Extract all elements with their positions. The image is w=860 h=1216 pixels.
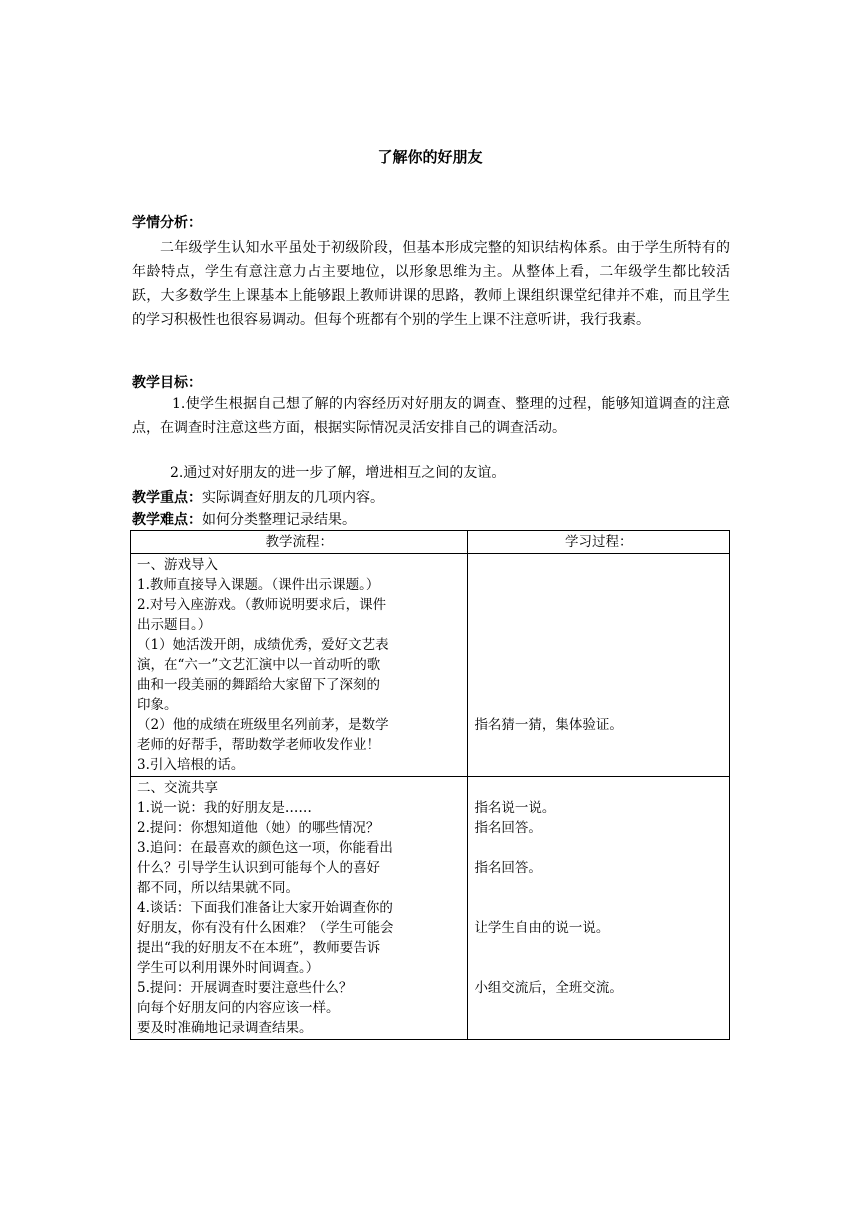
key-point — [132, 487, 384, 507]
key-point-label: 教学重点： — [132, 490, 202, 506]
section1-line: 曲和一段美丽的舞蹈给大家留下了深刻的 — [137, 677, 380, 693]
section1-line: （1）她活泼开朗，成绩优秀，爱好文艺表 — [137, 637, 389, 653]
table-row — [131, 554, 730, 777]
lesson-flow-table — [130, 530, 730, 1040]
section2-line: 要及时准确地记录调查结果。 — [137, 1020, 313, 1036]
section2-line: 都不同，所以结果就不同。 — [137, 880, 299, 896]
section2-line: 2.提问：你想知道他（她）的哪些情况？ — [137, 820, 380, 836]
section2-line: 好朋友，你有没有什么困难？（学生可能会 — [137, 920, 394, 936]
section2-line: 向每个好朋友问的内容应该一样。 — [137, 1000, 340, 1016]
section2-flow-cell — [131, 777, 468, 1040]
analysis-heading: 学情分析： — [132, 215, 202, 231]
section2-line: 4.谈话：下面我们准备让大家开始调查你的 — [137, 900, 393, 916]
section2-line: 什么？引导学生认识到可能每个人的喜好 — [137, 860, 380, 876]
section2-line: 学生可以利用课外时间调查。） — [137, 960, 320, 976]
analysis-paragraph: 二年级学生认知水平虽处于初级阶段，但基本形成完整的知识结构体系。由于学生所特有的年龄特点，学生有意注意力占主要地位，以形象思维为主。从整体上看，二年级学生都比较活跃，大多数学生上课基本上能够跟上教师讲课的思路，教师上课组织课堂纪律并不难，而且学生的学习积极性也很容易调动。但每个班都有个别的学生上课不注意听讲，我行我素。 — [132, 240, 730, 328]
difficulty-text: 如何分类整理记录结果。 — [202, 512, 356, 528]
section1-line: 1.教师直接导入课题。（课件出示课题。） — [137, 577, 380, 593]
table-header-row — [131, 531, 730, 554]
section1-process-cell — [468, 554, 730, 777]
col-header-teaching-flow: 教学流程： — [131, 531, 468, 554]
goal-1: 1.使学生根据自己想了解的内容经历对好朋友的调查、整理的过程，能够知道调查的注意点，在调查时注意这些方面，根据实际情况灵活安排自己的调查活动。 — [132, 396, 730, 436]
section1-line: 3.引入培根的话。 — [137, 757, 245, 773]
section2-process-cell — [468, 777, 730, 1040]
section2-process: 指名说一说。 — [474, 800, 556, 816]
section1-line: （2）他的成绩在班级里名列前茅，是数学 — [137, 717, 389, 733]
section1-line: 演，在“六一”文艺汇演中以一首动听的歌 — [137, 657, 381, 673]
goal-2: 2.通过对好朋友的进一步了解，增进相互之间的友谊。 — [170, 465, 506, 481]
section1-line: 印象。 — [137, 697, 178, 713]
section2-process: 小组交流后，全班交流。 — [474, 980, 623, 996]
section1-flow-cell — [131, 554, 468, 777]
key-point-text: 实际调查好朋友的几项内容。 — [202, 490, 384, 506]
section1-line: 2.对号入座游戏。（教师说明要求后，课件 — [137, 597, 387, 613]
section1-line: 出示题目。） — [137, 617, 212, 633]
section2-process: 指名回答。 — [474, 820, 542, 836]
section1-process: 指名猜一猜，集体验证。 — [474, 717, 623, 733]
goals-heading: 教学目标： — [132, 375, 202, 391]
document-title: 了解你的好朋友 — [377, 148, 483, 166]
difficulty-label: 教学难点： — [132, 512, 202, 528]
col-header-learning-process: 学习过程： — [468, 531, 730, 554]
section1-line: 老师的好帮手，帮助数学老师收发作业！ — [137, 737, 380, 753]
section2-process: 指名回答。 — [474, 860, 542, 876]
section2-line: 3.追问：在最喜欢的颜色这一项，你能看出 — [137, 840, 393, 856]
section2-line: 二、交流共享 — [137, 780, 218, 796]
difficulty — [132, 509, 356, 529]
section2-line: 5.提问：开展调查时要注意些什么？ — [137, 980, 353, 996]
section2-line: 提出“我的好朋友不在本班”，教师要告诉 — [137, 940, 381, 956]
table-row — [131, 777, 730, 1040]
section2-line: 1.说一说：我的好朋友是…… — [137, 800, 312, 816]
section1-line: 一、游戏导入 — [137, 557, 218, 573]
section2-process: 让学生自由的说一说。 — [474, 920, 610, 936]
